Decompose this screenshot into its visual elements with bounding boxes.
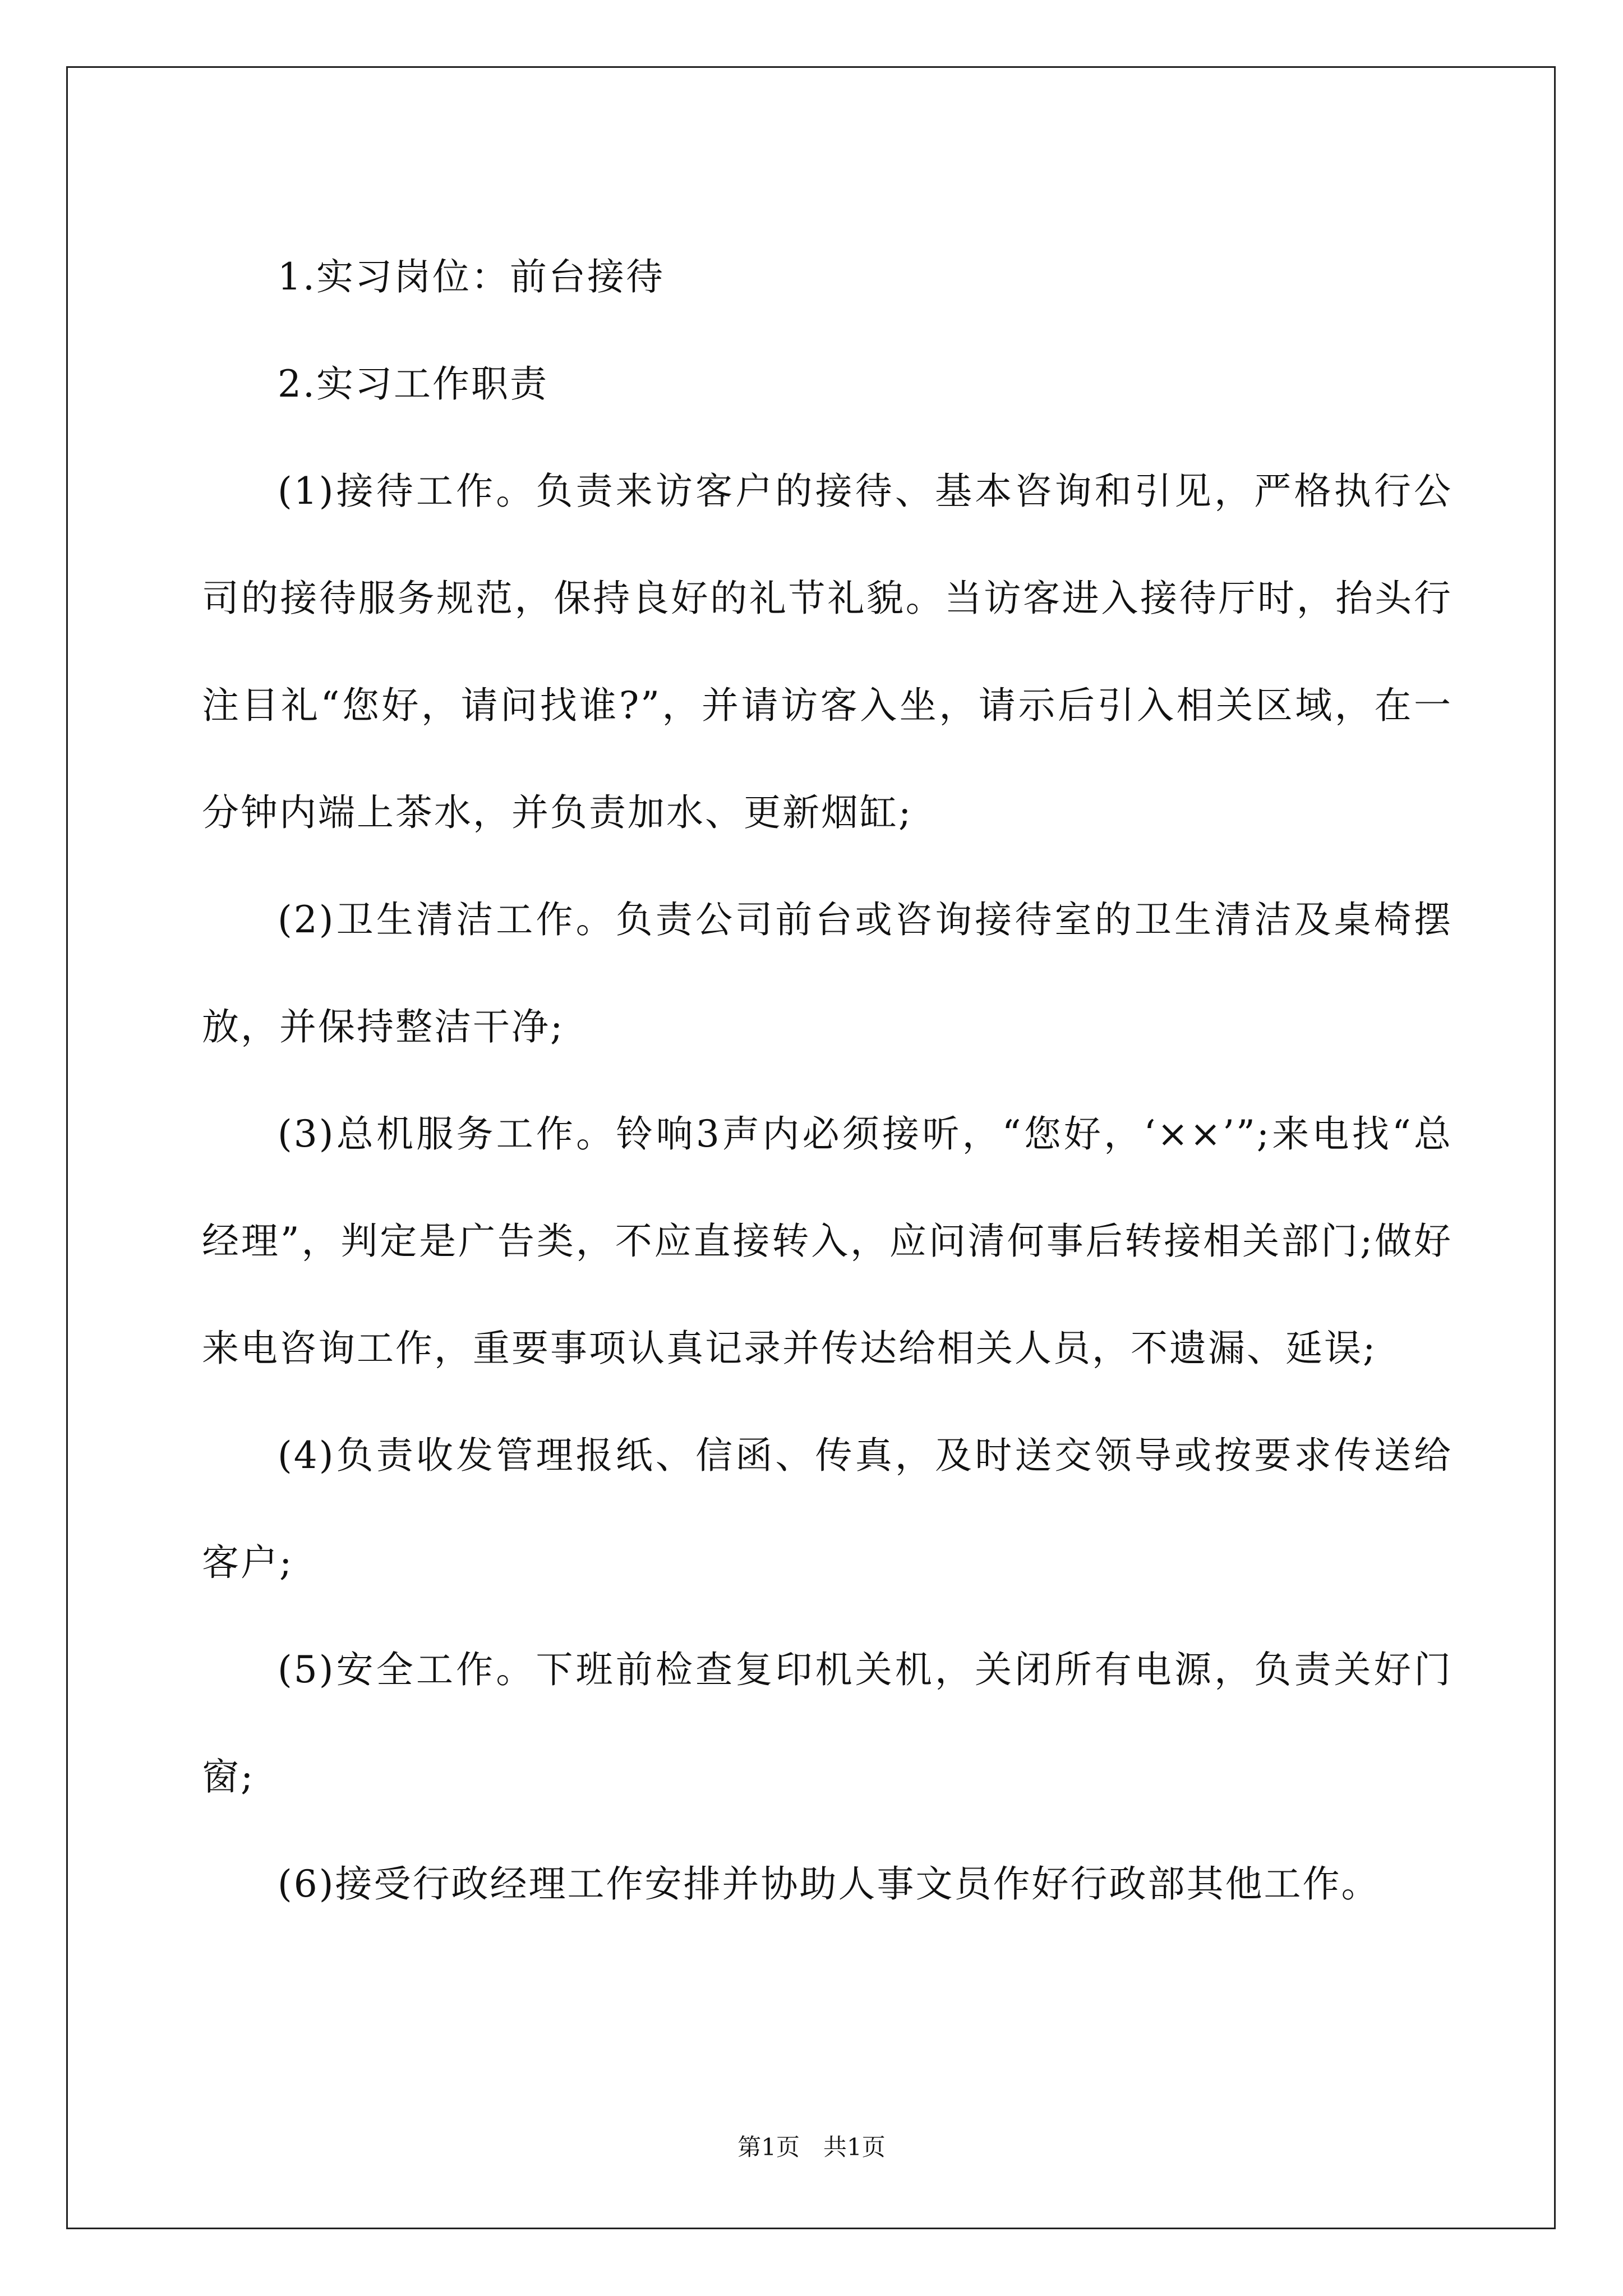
duty-reception-paragraph: (1)接待工作。负责来访客户的接待、基本咨询和引见，严格执行公司的接待服务规范，保持良好的礼节礼貌。当访客进入接待厅时，抬头行注目礼“您好，请问找谁?”，并请访客入坐，请示后引入相关区域，在一分钟内端上茶水，并负责加水、更新烟缸; [202, 470, 1453, 834]
duty-mail-paragraph: (4)负责收发管理报纸、信函、传真，及时送交领导或按要求传送给客户; [202, 1434, 1453, 1584]
duty-safety-paragraph: (5)安全工作。下班前检查复印机关机，关闭所有电源，负责关好门窗; [202, 1648, 1453, 1798]
duty-admin-paragraph: (6)接受行政经理工作安排并协助人事文员作好行政部其他工作。 [278, 1862, 1380, 1906]
job-duties-heading: 2.实习工作职责 [278, 362, 548, 406]
page-footer: 第1页 共1页 [737, 2133, 886, 2161]
document-body [202, 223, 1453, 1938]
duty-cleaning-paragraph: (2)卫生清洁工作。负责公司前台或咨询接待室的卫生清洁及桌椅摆放，并保持整洁干净; [202, 898, 1453, 1048]
internship-position-heading: 1.实习岗位：前台接待 [278, 255, 665, 298]
duty-switchboard-paragraph: (3)总机服务工作。铃响3声内必须接听，“您好，‘××’”;来电找“总经理”，判定是广告类，不应直接转入，应问清何事后转接相关部门;做好来电咨询工作，重要事项认真记录并传达给相关人员，不遗漏、延误; [202, 1112, 1453, 1370]
